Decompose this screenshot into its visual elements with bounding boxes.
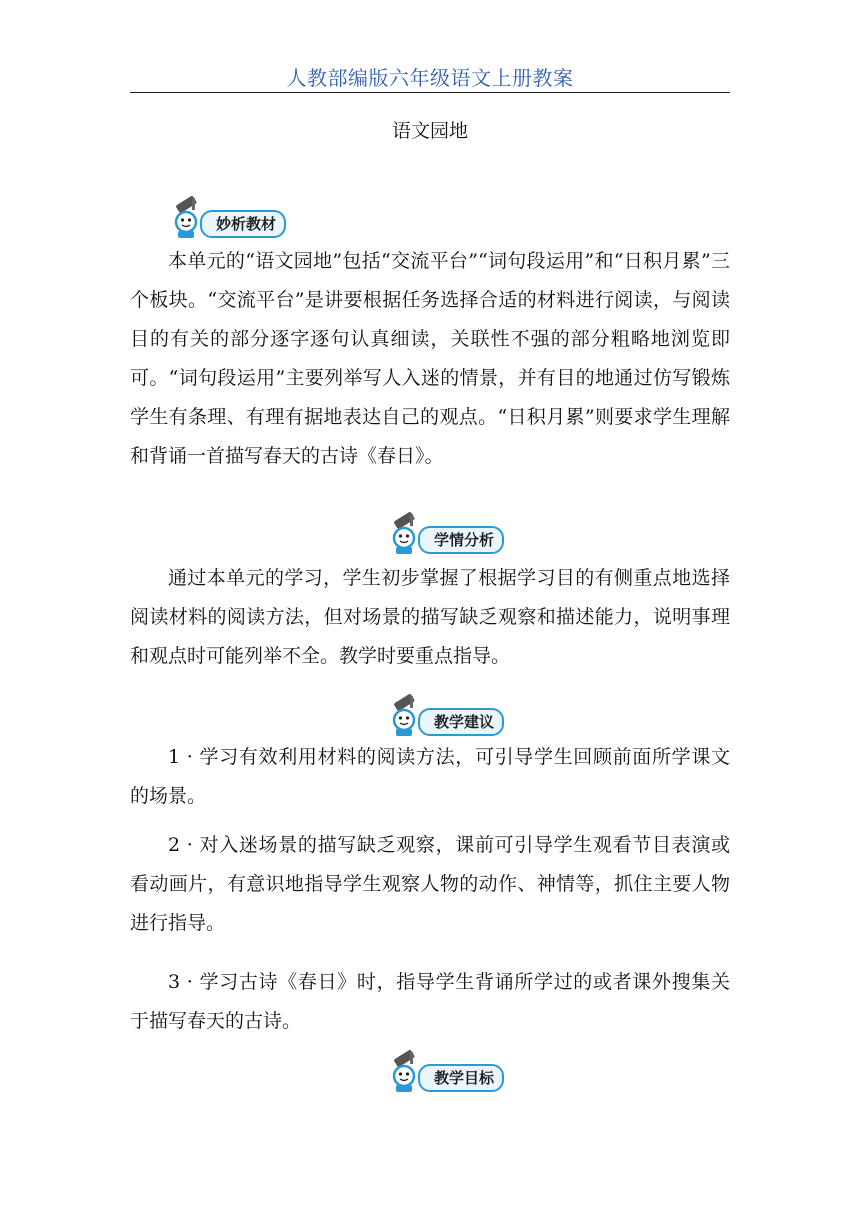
header-divider (130, 92, 730, 93)
section-paragraph: 通过本单元的学习，学生初步掌握了根据学习目的有侧重点地选择阅读材料的阅读方法，但对场景的描写缺乏观察和描述能力，说明事理和观点时可能列举不全。教学时要重点指导。 (130, 567, 730, 667)
document-title: 语文园地 (391, 120, 468, 142)
numbered-paragraph-3: 3 · 学习古诗《春日》时，指导学生背诵所学过的或者课外搜集关于描写春天的古诗。 (130, 971, 730, 1032)
numbered-paragraph-1: 1 · 学习有效利用材料的阅读方法，可引导学生回顾前面所学课文的场景。 (130, 746, 730, 807)
section-badge-label: 教学建议 (418, 708, 504, 736)
document-header: 人教部编版六年级语文上册教案 (286, 66, 574, 90)
numbered-paragraph-2: 2 · 对入迷场景的描写缺乏观察，课前可引导学生观看节目表演或看动画片，有意识地指导学生观察人物的动作、神情等，抓住主要人物进行指导。 (130, 834, 730, 934)
section-paragraph: 本单元的“语文园地”包括“交流平台”“词句段运用”和“日积月累”三个板块。“交流平台”是讲要根据任务选择合适的材料进行阅读，与阅读目的有关的部分逐字逐句认真细读，关联性不强的部分粗略地浏览即可。“词句段运用”主要列举写人入迷的情景，并有目的地通过仿写锻炼学生有条理、有理有据地表达自己的观点。“日积月累”则要求学生理解和背诵一首描写春天的古诗《春日》。 (130, 250, 730, 467)
section-badge-label: 教学目标 (418, 1064, 504, 1092)
section-badge-label: 妙析教材 (200, 210, 286, 238)
section-badge-label: 学情分析 (418, 526, 504, 554)
